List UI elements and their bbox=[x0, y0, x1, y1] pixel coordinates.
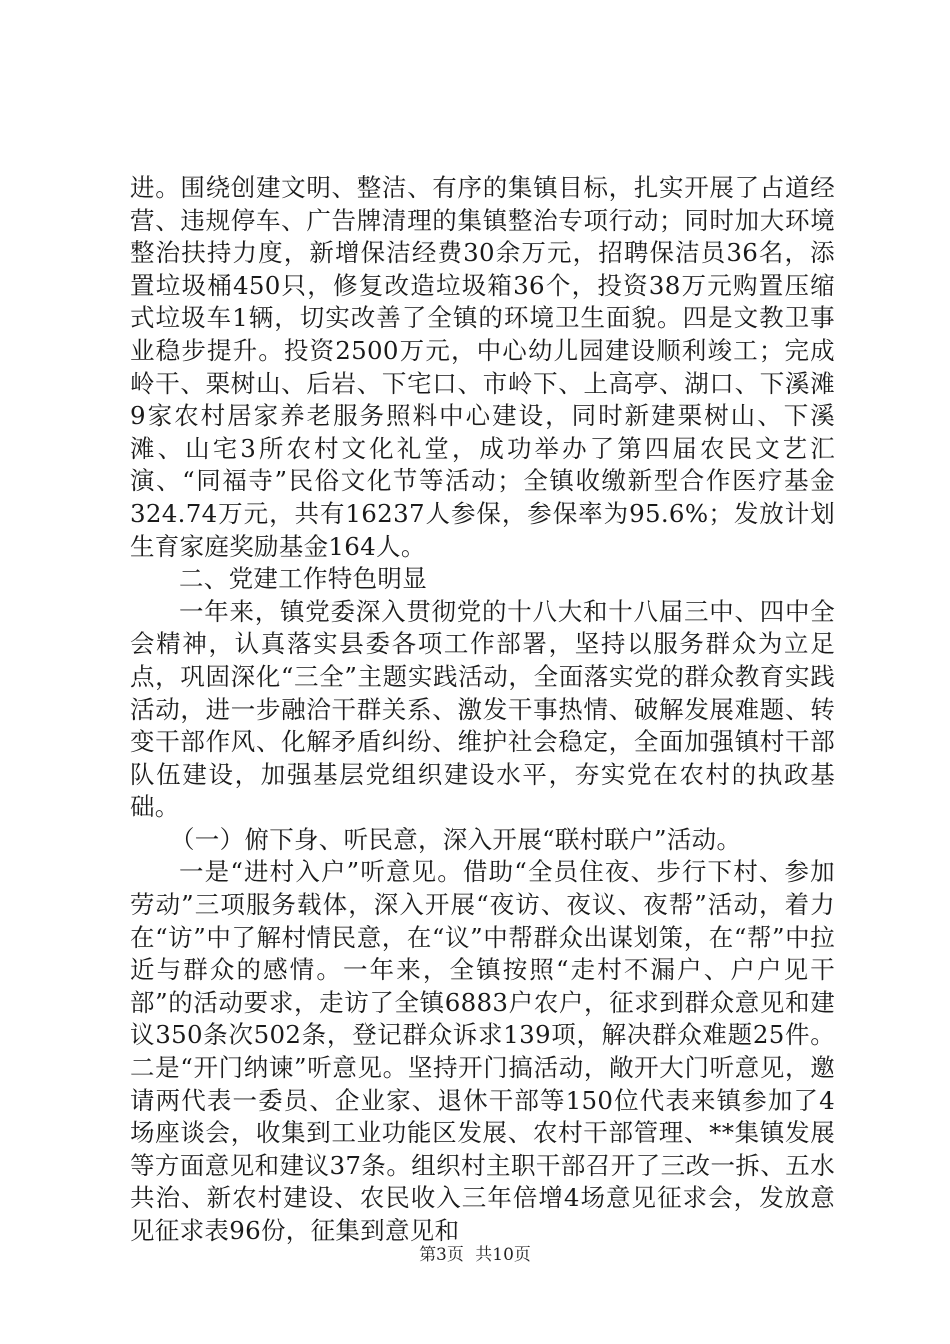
paragraph-party-building: 一年来，镇党委深入贯彻党的十八大和十八届三中、四中全会精神，认真落实县委各项工作部署，坚持以服务群众为立足点，巩固深化“三全”主题实践活动，全面落实党的群众教育实践活动，进一步融洽干群关系、激发干事热情、破解发展难题、转变干部作风、化解矛盾纠纷、维护社会稳定，全面加强镇村干部队伍建设，加强基层党组织建设水平，夯实党在农村的执政基础。 bbox=[130, 596, 835, 822]
paragraph-visits: 一是“进村入户”听意见。借助“全员住夜、步行下村、参加劳动”三项服务载体，深入开展“夜访、夜议、夜帮”活动，着力在“访”中了解村情民意，在“议”中帮群众出谋划策，在“帮”中拉近与群众的感情。一年来，全镇按照“走村不漏户、户户见干部”的活动要求，走访了全镇6883户农户，征求到群众意见和建议350条次502条，登记群众诉求139项，解决群众难题25件。二是“开门纳谏”听意见。坚持开门搞活动，敞开大门听意见，邀请两代表一委员、企业家、退休干部等150位代表来镇参加了4场座谈会，收集到工业功能区发展、农村干部管理、**集镇发展等方面意见和建议37条。组织村主职干部召开了三改一拆、五水共治、新农村建设、农民收入三年倍增4场意见征求会，发放意见征求表96份，征集到意见和 bbox=[130, 857, 836, 1245]
page-footer bbox=[0, 1240, 950, 1265]
page-total: 共10页 bbox=[475, 1245, 531, 1265]
subsection-heading: （一）俯下身、听民意，深入开展“联村联户”活动。 bbox=[170, 824, 742, 854]
page-number: 第3页 bbox=[419, 1245, 464, 1265]
section-heading: 二、党建工作特色明显 bbox=[179, 564, 427, 594]
paragraph-continuation: 进。围绕创建文明、整洁、有序的集镇目标，扎实开展了占道经营、违规停车、广告牌清理的集镇整治专项行动；同时加大环境整治扶持力度，新增保洁经费30余万元，招聘保洁员36名，添置垃圾桶450只，修复改造垃圾箱36个，投资38万元购置压缩式垃圾车1辆，切实改善了全镇的环境卫生面貌。四是文教卫事业稳步提升。投资2500万元，中心幼儿园建设顺利竣工；完成岭干、栗树山、后岩、下宅口、市岭下、上高亭、湖口、下溪滩9家农村居家养老服务照料中心建设，同时新建栗树山、下溪滩、山宅3所农村文化礼堂，成功举办了第四届农民文艺汇演、“同福寺”民俗文化节等活动；全镇收缴新型合作医疗基金324.74万元，共有16237人参保，参保率为95.6%；发放计划生育家庭奖励基金164人。 bbox=[130, 173, 835, 561]
document-body bbox=[130, 172, 835, 1248]
